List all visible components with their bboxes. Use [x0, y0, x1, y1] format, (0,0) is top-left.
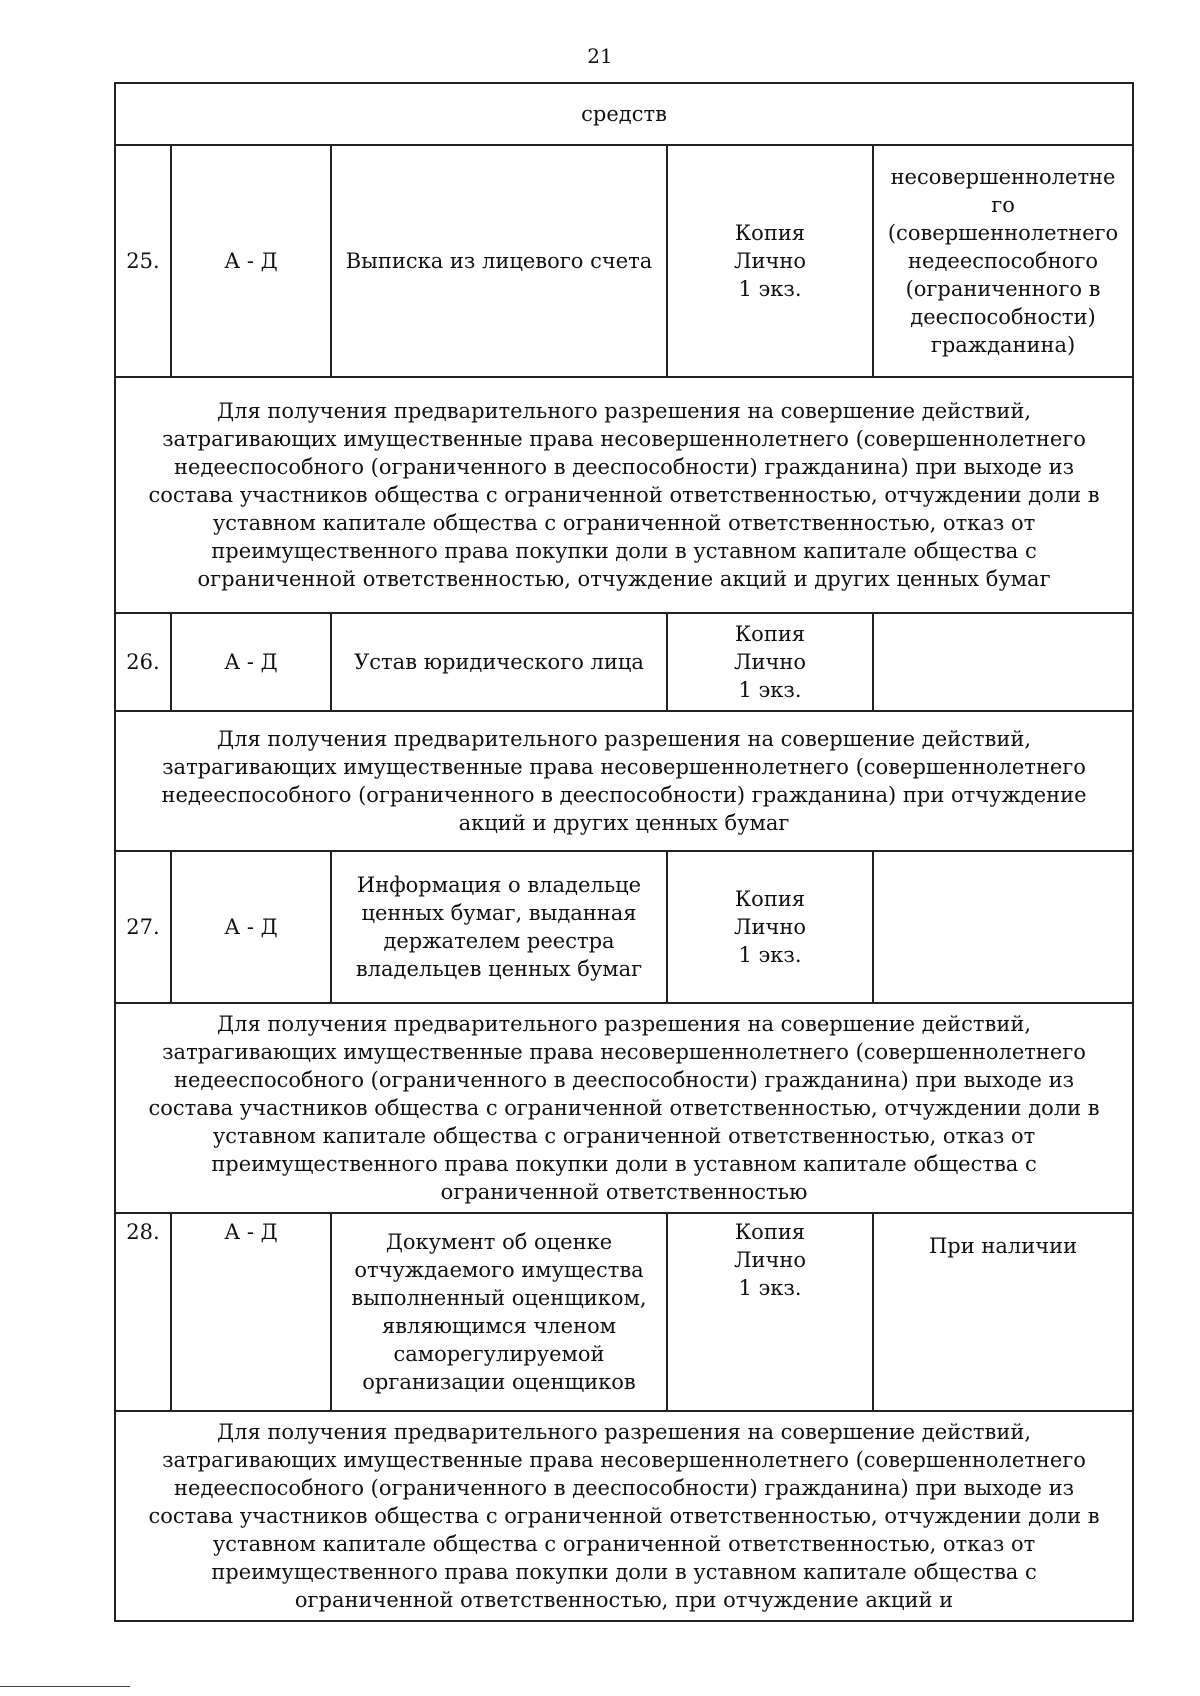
applicant-code: А - Д: [171, 613, 331, 711]
purpose-text: Для получения предварительного разрешения на совершение действий, затрагивающих имущественные права несовершеннолетнего (совершеннолетнего недееспособного (ограниченного в дееспособности) гражданина) при отчуждение акций и других ценных бумаг: [115, 711, 1133, 851]
document-note: [873, 613, 1133, 711]
note-line: го: [991, 193, 1015, 217]
form-delivery: Лично: [733, 1248, 807, 1272]
form-copies: 1 экз.: [738, 1276, 802, 1300]
document-name: Документ об оценке отчуждаемого имущества выполненный оценщиком, являющимся членом саморегулируемой организации оценщиков: [331, 1213, 667, 1411]
purpose-text: Для получения предварительного разрешения на совершение действий, затрагивающих имущественные права несовершеннолетнего (совершеннолетнего недееспособного (ограниченного в дееспособности) гражданина) при выходе из состава участников общества с ограниченной ответственностью, отчуждении доли в уставном капитале общества с ограниченной ответственностью, отказ от преимущественного права покупки доли в уставном капитале общества с ограниченной ответственностью: [115, 1003, 1133, 1213]
table-row: [115, 377, 1133, 613]
form-delivery: Лично: [733, 249, 807, 273]
form-copies: 1 экз.: [738, 943, 802, 967]
document-name: Устав юридического лица: [331, 613, 667, 711]
purpose-text: Для получения предварительного разрешения на совершение действий, затрагивающих имущественные права несовершеннолетнего (совершеннолетнего недееспособного (ограниченного в дееспособности) гражданина) при выходе из состава участников общества с ограниченной ответственностью, отчуждении доли в уставном капитале общества с ограниченной ответственностью, отказ от преимущественного права покупки доли в уставном капитале общества с ограниченной ответственностью, при отчуждение акций и: [115, 1411, 1133, 1621]
form-delivery: Лично: [733, 650, 807, 674]
document-note: [873, 851, 1133, 1003]
applicant-code: А - Д: [171, 851, 331, 1003]
document-name: Выписка из лицевого счета: [331, 145, 667, 377]
document-form: [667, 851, 873, 1003]
table-row: [115, 145, 1133, 377]
row-number: 27.: [115, 851, 171, 1003]
document-note: [873, 1213, 1133, 1411]
note-line: несовершеннолетне: [890, 165, 1116, 189]
form-delivery: Лично: [733, 915, 807, 939]
form-copies: 1 экз.: [738, 277, 802, 301]
form-copies: 1 экз.: [738, 678, 802, 702]
note-line: дееспособности): [910, 305, 1096, 329]
note-line: (ограниченного в: [905, 277, 1101, 301]
table-row: [115, 613, 1133, 711]
form-type: Копия: [734, 887, 806, 911]
table-row: [115, 1003, 1133, 1213]
table-row: [115, 83, 1133, 145]
form-type: Копия: [734, 622, 806, 646]
row-number: 25.: [115, 145, 171, 377]
form-type: Копия: [734, 221, 806, 245]
table-row: [115, 1213, 1133, 1411]
document-name: Информация о владельце ценных бумаг, выданная держателем реестра владельцев ценных бумаг: [331, 851, 667, 1003]
row-number: 26.: [115, 613, 171, 711]
table-row: [115, 1411, 1133, 1621]
document-form: [667, 613, 873, 711]
form-type: Копия: [734, 1220, 806, 1244]
applicant-code: А - Д: [171, 1213, 331, 1411]
row-number: 28.: [115, 1213, 171, 1411]
note-line: (совершеннолетнего: [887, 221, 1119, 245]
continuation-text: средств: [115, 83, 1133, 145]
note-line: недееспособного: [908, 249, 1098, 273]
document-form: [667, 1213, 873, 1411]
document-form: [667, 145, 873, 377]
page-footer-rule: [0, 1686, 130, 1687]
page-number: 21: [587, 44, 613, 68]
document-note: [873, 145, 1133, 377]
purpose-text: Для получения предварительного разрешения на совершение действий, затрагивающих имущественные права несовершеннолетнего (совершеннолетнего недееспособного (ограниченного в дееспособности) гражданина) при выходе из состава участников общества с ограниченной ответственностью, отчуждении доли в уставном капитале общества с ограниченной ответственностью, отказ от преимущественного права покупки доли в уставном капитале общества с ограниченной ответственностью, отчуждение акций и других ценных бумаг: [115, 377, 1133, 613]
documents-table: [114, 82, 1134, 1622]
table-row: [115, 851, 1133, 1003]
note-line: гражданина): [930, 333, 1076, 357]
note-line: При наличии: [928, 1234, 1078, 1258]
table-row: [115, 711, 1133, 851]
applicant-code: А - Д: [171, 145, 331, 377]
